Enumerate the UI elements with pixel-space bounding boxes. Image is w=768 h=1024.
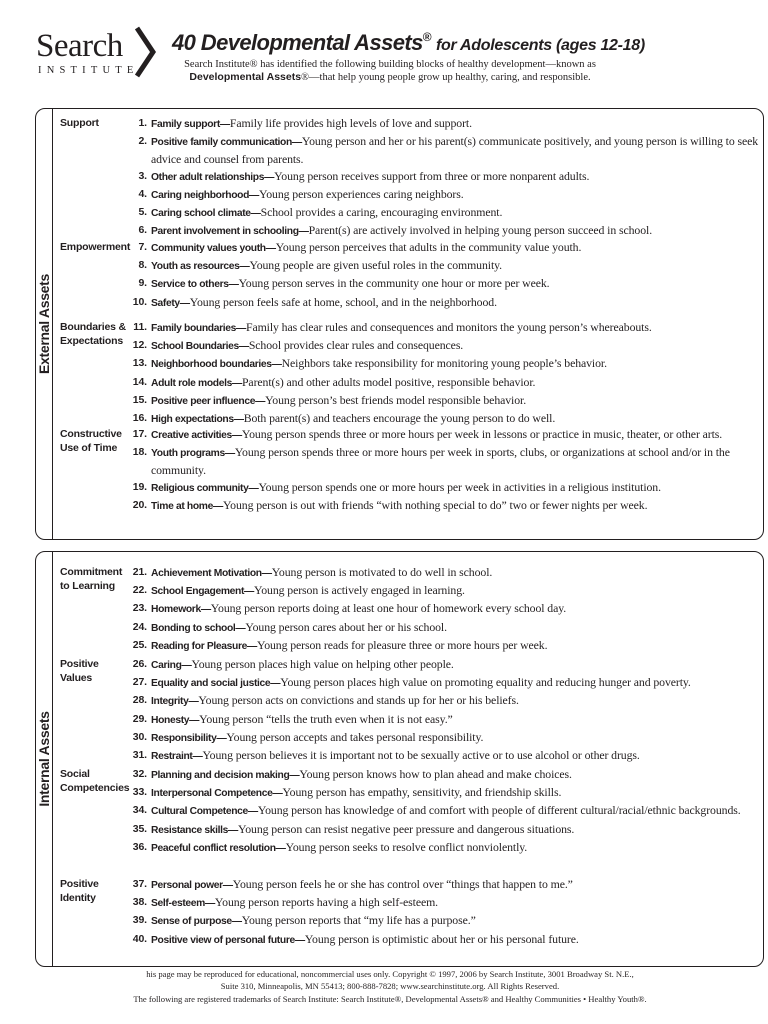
asset-item [131,747,761,765]
asset-name: School Boundaries— [151,341,249,353]
asset-item [131,479,761,497]
asset-number: 31. [132,749,147,762]
asset-number: 32. [132,768,147,780]
asset-name: Homework— [151,604,211,616]
asset-number: 19. [132,480,147,493]
category-label: Boundaries & Expectations [60,321,126,347]
asset-item [131,766,761,784]
asset-item [131,656,761,674]
asset-description: Young person spends one or more hours per week in activities in a religious institution. [258,479,661,494]
asset-name: Sense of purpose— [151,916,242,928]
asset-number: 37. [132,878,147,890]
asset-number: 5. [138,206,147,219]
asset-item [131,582,761,600]
asset-description: Family life provides high levels of love and support. [229,116,472,130]
asset-description: Young people are given useful roles in the community. [249,258,503,273]
asset-number: 21. [132,566,147,578]
asset-description: Young person “tells the truth even when it is not easy.” [199,711,453,726]
asset-description: Young person is motivated to do well in school. [271,565,493,579]
category-label: Constructive Use of Time [60,428,122,454]
asset-item [131,564,761,582]
asset-number: 34. [132,804,147,817]
asset-name: Creative activities— [151,430,242,441]
asset-item [131,222,761,240]
asset-list [131,239,761,312]
asset-description: Young person believes it is important not to be sexually active or to use alcohol or other drugs. [202,748,640,763]
logo-subtitle: INSTITUTE [38,65,139,76]
registered-mark: ® [422,30,432,44]
asset-number: 2. [138,135,147,148]
section-label: External Assets [36,273,52,375]
asset-item [131,204,761,222]
asset-item [131,275,761,293]
chevron-right-icon [131,24,159,80]
asset-name: Resistance skills— [151,824,238,836]
asset-description: Young person is actively engaged in learning. [253,583,465,598]
asset-list [131,656,761,765]
asset-number: 20. [132,498,147,511]
asset-name: School Engagement— [151,586,254,598]
asset-description: Young person reports having a high self-esteem. [214,895,439,910]
section-label: Internal Assets [36,711,52,807]
asset-number: 4. [138,187,147,200]
asset-number: 16. [132,412,147,425]
title-subtitle: for Adolescents (ages 12-18) [436,37,645,54]
asset-number: 24. [132,620,147,633]
page-title [172,30,645,56]
asset-number: 38. [132,896,147,909]
asset-item [131,931,761,949]
asset-list [131,319,761,428]
asset-number: 25. [132,638,147,651]
footer-line: his page may be reproduced for educational, noncommercial uses only. Copyright © 1997, 2006 by Search Institute, 3001 Broadway St. N.E., [146,969,634,979]
asset-list [131,876,761,949]
asset-name: Honesty— [151,714,200,726]
asset-name: Safety— [151,297,190,309]
asset-description: Both parent(s) and teachers encourage the young person to do well. [243,411,556,426]
asset-description: School provides a caring, encouraging environment. [260,205,503,220]
asset-item [131,912,761,930]
asset-name: Responsibility— [151,732,227,744]
asset-number: 8. [138,259,147,272]
asset-description: Young person cares about her or his school. [245,619,447,634]
asset-number: 7. [138,241,147,253]
asset-name: Bonding to school— [151,622,246,634]
asset-item [131,355,761,373]
asset-description: Young person is out with friends “with nothing special to do” two or fewer nights per week. [222,497,648,512]
asset-name: Positive peer influence— [151,395,266,407]
asset-list [131,426,761,515]
asset-description: Young person feels safe at home, school, and in the neighborhood. [189,294,497,309]
intro-line-2: ®—that help young people grow up healthy, caring, and responsible. [301,72,591,83]
asset-number: 22. [132,584,147,597]
category-label: Support [60,117,99,129]
asset-item [131,257,761,275]
asset-description: Young person spends three or more hours per week in sports, clubs, or organizations at school and/or in the community. [151,445,730,478]
asset-name: Adult role models— [151,377,242,389]
asset-description: Young person serves in the community one hour or more per week. [238,276,550,291]
category-label: Social Competencies [60,768,130,794]
asset-name: Service to others— [151,279,239,291]
asset-list [131,115,761,240]
asset-number: 23. [132,602,147,615]
asset-number: 12. [132,339,147,352]
category-label: Commitment to Learning [60,566,123,592]
asset-item [131,839,761,857]
asset-item [131,115,761,133]
section-side-bar [36,109,53,539]
asset-item [131,802,761,820]
section-side-bar [36,552,53,966]
asset-name: Equality and social justice— [151,678,281,690]
asset-description: Young person spends three or more hours per week in lessons or practice in music, theater, or other arts. [241,427,723,441]
asset-number: 29. [132,712,147,725]
asset-description: Young person accepts and takes personal responsibility. [226,729,484,744]
asset-name: Youth programs— [151,448,235,460]
asset-number: 39. [132,914,147,927]
asset-name: Planning and decision making— [151,770,300,781]
intro-text [160,58,620,84]
asset-description: Young person acts on convictions and stands up for her or his beliefs. [198,693,519,708]
asset-description: Parent(s) are actively involved in helping young person succeed in school. [308,223,653,238]
intro-bold-term: Developmental Assets [189,71,302,83]
asset-item [131,426,761,444]
asset-number: 1. [138,117,147,129]
asset-list [131,766,761,857]
intro-line-1: Search Institute® has identified the following building blocks of healthy development—known as [184,59,596,70]
asset-name: Family boundaries— [151,323,246,334]
asset-item [131,186,761,204]
internal-assets-section [35,551,764,967]
copyright-footer [70,968,710,1005]
asset-name: Time at home— [151,500,223,512]
asset-name: Neighborhood boundaries— [151,359,282,371]
asset-item [131,497,761,515]
asset-number: 35. [132,822,147,835]
asset-number: 10. [132,295,147,308]
asset-name: Family support— [151,119,230,130]
asset-item [131,784,761,802]
asset-number: 17. [132,428,147,440]
asset-description: Young person perceives that adults in the community value youth. [275,240,582,254]
asset-description: Young person reports doing at least one hour of homework every school day. [210,601,567,616]
asset-description: School provides clear rules and consequences. [248,338,464,353]
asset-item [131,392,761,410]
asset-name: Youth as resources— [151,261,250,273]
asset-name: Peaceful conflict resolution— [151,842,286,854]
asset-number: 33. [132,786,147,799]
asset-item [131,444,761,478]
asset-name: Caring neighborhood— [151,189,259,201]
asset-name: Positive family communication— [151,137,302,149]
asset-description: Young person receives support from three or more nonparent adults. [274,168,590,183]
asset-description: Young person has knowledge of and comfort with people of different cultural/racial/ethnic backgrounds. [257,803,741,818]
asset-name: Religious community— [151,482,259,494]
asset-number: 27. [132,676,147,689]
logo-wordmark: Search [36,28,123,64]
asset-description: Young person reads for pleasure three or more hours per week. [256,637,548,652]
asset-name: Self-esteem— [151,898,215,910]
asset-name: Caring school climate— [151,208,261,220]
asset-number: 40. [132,932,147,945]
asset-item [131,637,761,655]
asset-name: Other adult relationships— [151,171,275,183]
asset-item [131,168,761,186]
asset-description: Parent(s) and other adults model positive, responsible behavior. [241,374,536,389]
asset-number: 9. [138,277,147,290]
asset-item [131,711,761,729]
asset-name: Reading for Pleasure— [151,640,257,652]
asset-description: Young person feels he or she has control over “things that happen to me.” [232,877,573,891]
asset-description: Young person and her or his parent(s) communicate positively, and young person is willing to seek advice and counsel from parents. [151,134,759,167]
asset-item [131,133,761,167]
footer-line: The following are registered trademarks of Search Institute: Search Institute®, Developmental Assets® and Healthy Communities • Healthy Youth®. [133,993,647,1004]
footer-line: Suite 310, Minneapolis, MN 55413; 800-888-7828; www.searchinstitute.org. All Rights Reserved. [220,981,560,992]
asset-name: Personal power— [151,880,233,891]
asset-item [131,319,761,337]
asset-name: Restraint— [151,751,203,763]
asset-item [131,729,761,747]
asset-number: 11. [133,321,147,333]
asset-description: Young person experiences caring neighbors. [258,186,464,201]
asset-item [131,337,761,355]
asset-name: Community values youth— [151,243,276,254]
asset-number: 15. [132,393,147,406]
asset-name: Parent involvement in schooling— [151,226,309,238]
asset-description: Family has clear rules and consequences and monitors the young person’s whereabouts. [245,320,652,334]
asset-description: Young person is optimistic about her or his personal future. [304,931,579,946]
asset-name: Integrity— [151,696,199,708]
asset-description: Young person has empathy, sensitivity, and friendship skills. [282,785,562,800]
asset-item [131,600,761,618]
asset-number: 18. [132,446,147,459]
asset-item [131,876,761,894]
asset-description: Young person places high value on promoting equality and reducing hunger and poverty. [280,675,691,690]
asset-item [131,821,761,839]
asset-list [131,564,761,655]
asset-number: 28. [132,694,147,707]
asset-description: Neighbors take responsibility for monitoring young people’s behavior. [281,356,607,371]
asset-description: Young person reports that “my life has a purpose.” [241,913,476,928]
category-label: Empowerment [60,241,131,253]
external-assets-section [35,108,764,540]
asset-name: High expectations— [151,414,244,426]
category-label: Positive Values [60,658,99,684]
asset-number: 30. [132,730,147,743]
asset-description: Young person knows how to plan ahead and make choices. [299,767,572,781]
asset-item [131,239,761,257]
asset-name: Positive view of personal future— [151,934,305,946]
asset-description: Young person places high value on helping other people. [191,657,454,671]
asset-number: 36. [132,840,147,853]
asset-item [131,674,761,692]
asset-name: Caring— [151,660,192,671]
asset-name: Achievement Motivation— [151,568,272,579]
asset-item [131,692,761,710]
asset-name: Interpersonal Competence— [151,788,283,800]
title-main: 40 Developmental Assets [172,30,423,55]
asset-name: Cultural Competence— [151,806,258,818]
asset-item [131,374,761,392]
asset-number: 26. [132,658,147,670]
asset-number: 13. [132,357,147,370]
asset-description: Young person seeks to resolve conflict nonviolently. [285,839,528,854]
asset-item [131,294,761,312]
asset-description: Young person can resist negative peer pressure and dangerous situations. [238,821,575,836]
asset-number: 6. [138,224,147,237]
asset-description: Young person’s best friends model responsible behavior. [265,392,527,407]
asset-item [131,619,761,637]
asset-item [131,894,761,912]
asset-number: 3. [138,169,147,182]
category-label: Positive Identity [60,878,99,904]
asset-number: 14. [132,375,147,388]
